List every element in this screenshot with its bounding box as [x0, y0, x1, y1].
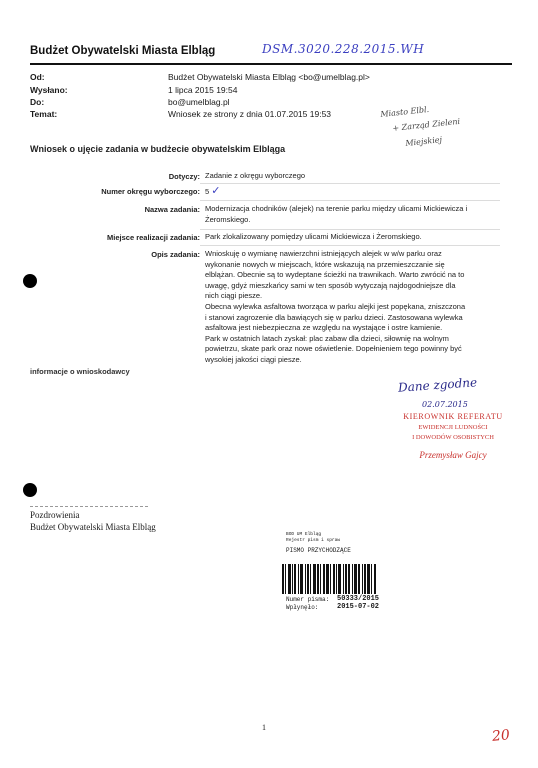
nazwa-value: Modernizacja chodników (alejek) na terenie parku między ulicami Mickiewicza i Żeromskiego. [205, 204, 468, 224]
case-number-stamp: DSM.3020.228.2015.WH [262, 42, 425, 56]
handwritten-date: 02.07.2015 [422, 400, 468, 409]
nazwa-label: Nazwa zadania: [144, 205, 200, 214]
opis-line: uwagę, gdyż mieszkańcy sami w ten sposób wytyczają najdogodniejsze dla [205, 280, 456, 290]
dotyczy-value: Zadanie z okręgu wyborczego [205, 171, 306, 180]
stamp-title: KIEROWNIK REFERATU [403, 412, 503, 421]
document-title: Budżet Obywatelski Miasta Elbląg [30, 45, 216, 57]
header-divider [30, 63, 512, 65]
page-number: 1 [262, 723, 266, 732]
receipt-office-sub: Rejestr pism i spraw [286, 538, 341, 543]
opis-line: i stanowi zagrozenie dla bawiących się w parku dzieci. Zastosowana wylewka [205, 312, 463, 322]
to-value: bo@umelblag.pl [168, 97, 230, 107]
checkmark-icon: ✓ [211, 185, 221, 197]
punch-hole [23, 483, 37, 497]
stamp-line: I DOWODÓW OSOBISTYCH [412, 434, 494, 441]
page-annotation: 20 [491, 727, 511, 745]
receipt-type: PISMO PRZYCHODZĄCE [286, 547, 351, 554]
greeting-sender: Budżet Obywatelski Miasta Elbląg [30, 522, 156, 532]
stamp-name: Przemysław Gajcy [419, 450, 487, 460]
opis-line: asfaltowa jest niebezpieczna ze względu na wystające i ostre kamienie. [205, 323, 443, 333]
okreg-value-row [205, 186, 505, 198]
field-divider [200, 229, 500, 230]
opis-value [205, 249, 505, 366]
stamp-line: EWIDENCJI LUDNOŚCI [418, 424, 488, 431]
field-divider [200, 183, 500, 184]
receipt-number-value: 50333/2015 [337, 595, 380, 603]
to-label: Do: [30, 97, 45, 107]
dotyczy-label: Dotyczy: [168, 172, 200, 181]
handwritten-note-line: + Zarząd Zieleni [392, 116, 461, 133]
okreg-value: 5 [205, 187, 210, 196]
opis-line: Park w ostatnich latach zyskał: plac zabaw dla dzieci, siłownię na wolnym [205, 333, 449, 343]
barcode-icon [282, 564, 382, 594]
sent-label: Wysłano: [30, 85, 68, 95]
from-label: Od: [30, 72, 45, 82]
okreg-label: Numer okręgu wyborczego: [101, 187, 200, 196]
receipt-date-value: 2015-07-02 [337, 603, 380, 611]
applicant-info-label: informacje o wnioskodawcy [30, 367, 130, 376]
field-divider [200, 245, 500, 246]
from-value: Budżet Obywatelski Miasta Elbląg <bo@umelblag.pl> [168, 72, 370, 82]
sent-value: 1 lipca 2015 19:54 [168, 85, 238, 95]
handwritten-note-line: Miejskiej [405, 135, 443, 148]
miejsce-label: Miejsce realizacji zadania: [107, 233, 200, 242]
opis-line: wysokiej jakości ciągi piesze. [205, 354, 302, 364]
miejsce-value: Park zlokalizowany pomiędzy ulicami Mickiewicza i Żeromskiego. [205, 232, 422, 241]
opis-line: elblążan. Obecnie są to wydeptane ścieżki na trawnikach. Warto zwrócić na to [205, 270, 465, 280]
punch-hole [23, 274, 37, 288]
opis-line: Wnioskuję o wymianę nawierzchni istniejących alejek w w/w parku oraz [205, 249, 442, 258]
subject-label: Temat: [30, 109, 58, 119]
opis-label: Opis zadania: [151, 250, 200, 259]
handwritten-note-line: Miasto Elbl. [380, 104, 430, 119]
receipt-date-label: Wpłynęło: [286, 604, 319, 611]
greeting-divider [30, 506, 148, 507]
greeting-line: Pozdrowienia [30, 510, 80, 520]
opis-line: nich ciągi piesze. [205, 291, 263, 301]
opis-line: wykonanie nowych w miejscach, które wskazują na przemieszczanie się [205, 259, 445, 269]
receipt-label [282, 530, 382, 612]
subject-value: Wniosek ze strony z dnia 01.07.2015 19:53 [168, 109, 332, 119]
receipt-office: BOD UM Elbląg [286, 532, 322, 537]
opis-line: powietrzu, skate park oraz nowe oświetlenie. Dopełnieniem tego powinny być [205, 344, 462, 354]
section-title: Wniosek o ujęcie zadania w budżecie obywatelskim Elbląga [30, 144, 286, 154]
handwritten-verification: Dane zgodne [397, 375, 478, 395]
opis-line: Obecna wylewka asfaltowa tworząca w parku alejki jest popękana, zniszczona [205, 301, 466, 311]
field-divider [200, 200, 500, 201]
receipt-number-label: Numer pisma: [286, 596, 330, 603]
